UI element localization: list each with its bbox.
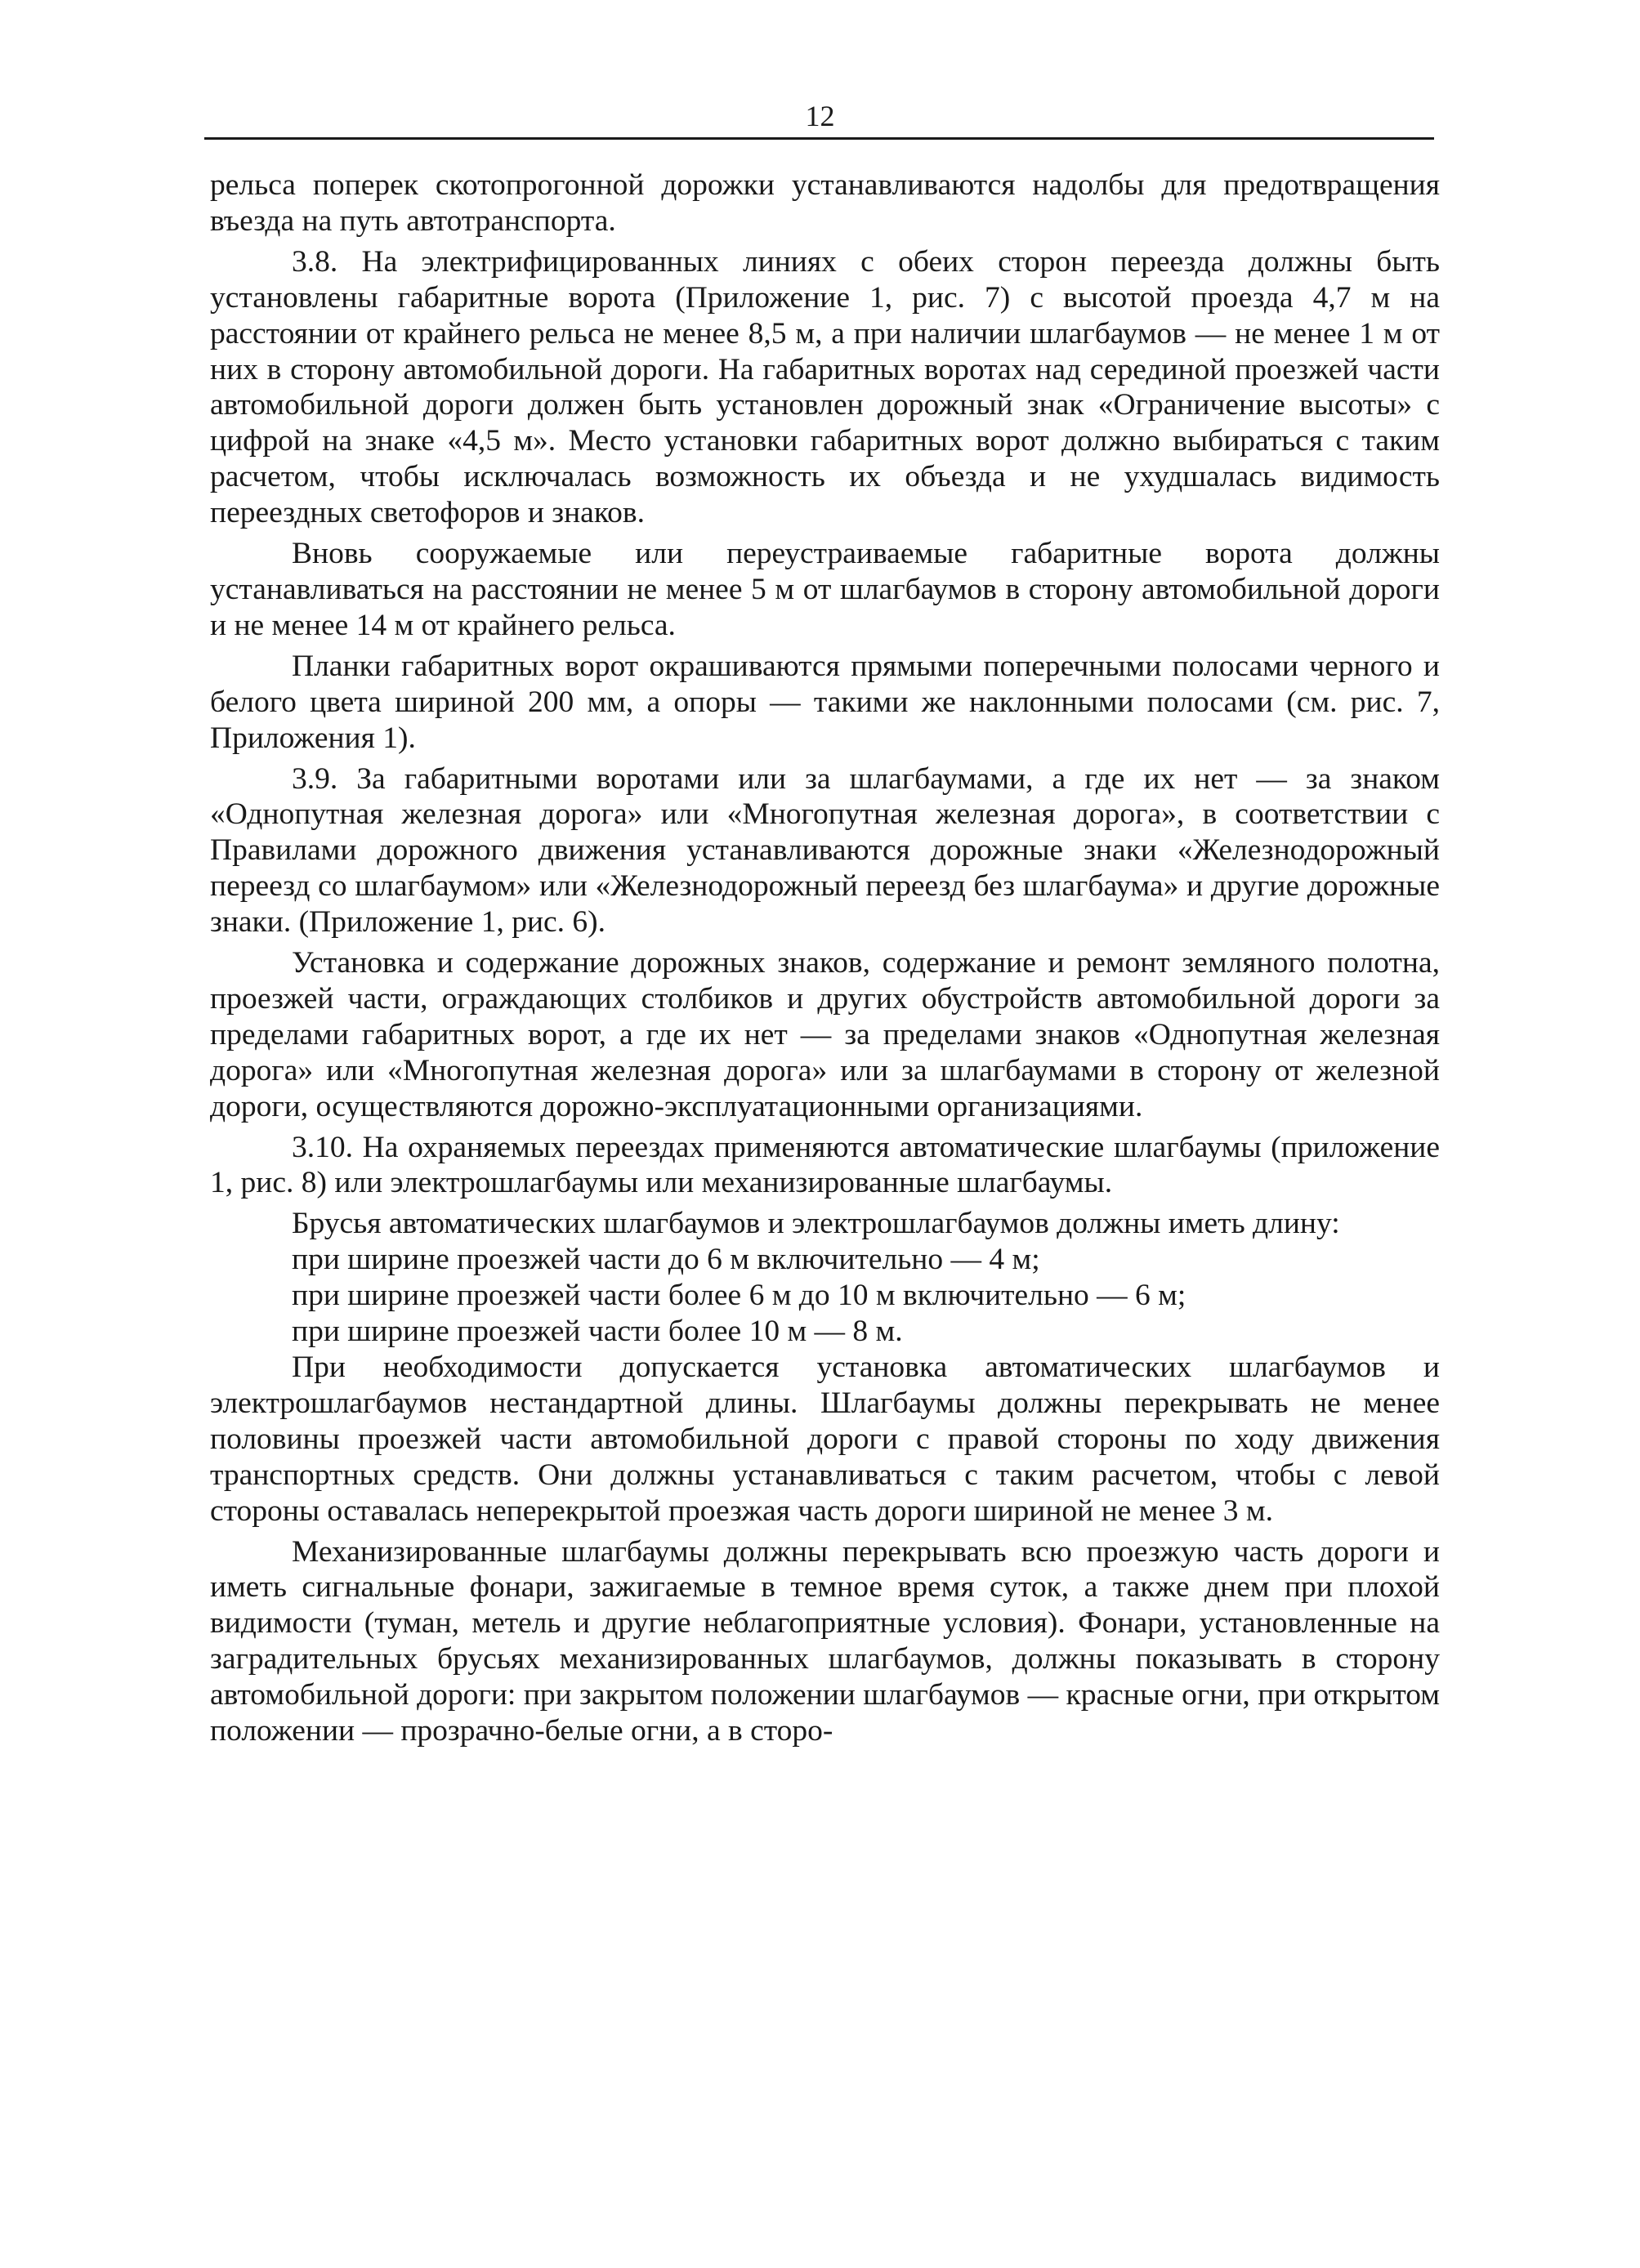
paragraph-new-gates: Вновь сооружаемые или переустраиваемые габаритные ворота должны устанавливаться на расстоянии не менее 5 м от шлагбаумов в сторону автомобильной дороги и не менее 14 м от крайнего рельса. bbox=[210, 537, 1440, 642]
list-item: при ширине проезжей части более 10 м — 8 м. bbox=[292, 1315, 903, 1349]
paragraph-maintenance: Установка и содержание дорожных знаков, содержание и ремонт земляного полотна, проезжей части, ограждающих столбиков и других обустройств автомобильной дороги за пределами габаритных ворот, а где их нет — за пределами знаков «Однопутная железная дорога» или «Многопутная железная дорога» или за шлагбаумами в сторону от железной дороги, осуществляются дорожно-эксплуатационными организациями. bbox=[210, 946, 1440, 1123]
page-number: 12 bbox=[805, 100, 835, 132]
paragraph-mechanized: Механизированные шлагбаумы должны перекрывать всю проезжую часть дороги и иметь сигнальные фонари, зажигаемые в темное время суток, а также днем при плохой видимости (туман, метель и другие неблагоприятные условия). Фонари, установленные на заградительных брусьях механизированных шлагбаумов, должны показывать в сторону автомобильной дороги: при закрытом положении шлагбаумов — красные огни, при открытом положении — прозрачно-белые огни, а в сторо- bbox=[210, 1534, 1440, 1748]
paragraph-gate-stripes: Планки габаритных ворот окрашиваются прямыми поперечными полосами черного и белого цвета шириной 200 мм, а опоры — такими же наклонными полосами (см. рис. 7, Приложения 1). bbox=[210, 649, 1440, 755]
list-item: при ширине проезжей части до 6 м включительно — 4 м; bbox=[292, 1243, 1040, 1277]
paragraph-3-7-end: рельса поперек скотопрогонной дорожки устанавливаются надолбы для предотвращения въезда на путь автотранспорта. bbox=[210, 168, 1440, 238]
paragraph-beam-length: Брусья автоматических шлагбаумов и электрошлагбаумов должны иметь длину: bbox=[292, 1207, 1340, 1241]
list-item: при ширине проезжей части более 6 м до 10 м включительно — 6 м; bbox=[292, 1279, 1186, 1313]
paragraph-3-8: 3.8. На электрифицированных линиях с обеих сторон переезда должны быть установлены габаритные ворота (Приложение 1, рис. 7) с высотой проезда 4,7 м на расстоянии от крайнего рельса не менее 8,5 м, а при наличии шлагбаумов — не менее 1 м от них в сторону автомобильной дороги. На габаритных воротах над серединой проезжей части автомобильной дороги должен быть установлен дорожный знак «Ограничение высоты» с цифрой на знаке «4,5 м». Место установки габаритных ворот должно выбираться с таким расчетом, чтобы исключалась возможность их объезда и не ухудшалась видимость переездных светофоров и знаков. bbox=[210, 244, 1440, 530]
paragraph-nonstandard: При необходимости допускается установка автоматических шлагбаумов и электрошлагбаумов нестандартной длины. Шлагбаумы должны перекрывать не менее половины проезжей части автомобильной дороги с правой стороны по ходу движения транспортных средств. Они должны устанавливаться с таким расчетом, чтобы с левой стороны оставалась неперекрытой проезжая часть дороги шириной не менее 3 м. bbox=[210, 1351, 1440, 1528]
header-rule bbox=[204, 137, 1434, 140]
paragraph-3-9: 3.9. За габаритными воротами или за шлагбаумами, а где их нет — за знаком «Однопутная железная дорога» или «Многопутная железная дорога», в соответствии с Правилами дорожного движения устанавливаются дорожные знаки «Железнодорожный переезд со шлагбаумом» или «Железнодорожный переезд без шлагбаума» и другие дорожные знаки. (Приложение 1, рис. 6). bbox=[210, 761, 1440, 940]
paragraph-3-10: 3.10. На охраняемых переездах применяются автоматические шлагбаумы (приложение 1, рис. 8) или электрошлагбаумы или механизированные шлагбаумы. bbox=[210, 1130, 1440, 1200]
page-body bbox=[210, 167, 1440, 1749]
